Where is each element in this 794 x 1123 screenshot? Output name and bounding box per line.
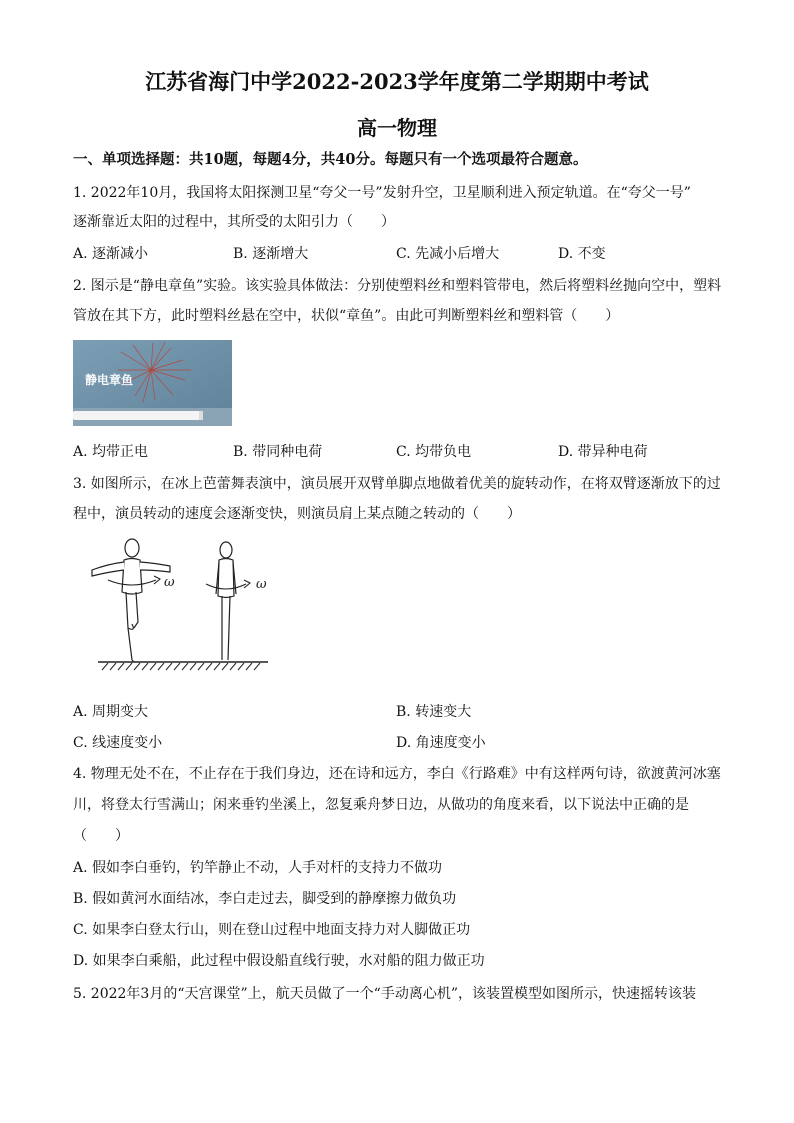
- q4-stem-line2: 川，将登太行雪满山；闲来垂钓坐溪上，忽复乘舟梦日边，从做功的角度来看，以下说法中正确的是: [73, 797, 689, 813]
- q4-option-c: C. 如果李白登太行山，则在登山过程中地面支持力对人脚做正功: [73, 922, 471, 938]
- q3-option-c: C. 线速度变小: [73, 735, 163, 751]
- q1-stem-line1: 1. 2022年10月，我国将太阳探测卫星“夸父一号”发射升空，卫星顺利进入预定轨道。在“夸父一号”: [73, 185, 691, 201]
- q5-stem-line1: 5. 2022年3月的“天宫课堂”上，航天员做了一个“手动离心机”，该装置模型如图所示，快速摇转该装: [73, 986, 696, 1002]
- omega-label-1: ω: [164, 575, 175, 590]
- q2-option-a: A. 均带正电: [73, 444, 149, 460]
- ballet-dancer-figure: [88, 532, 278, 672]
- q1-option-c: C. 先减小后增大: [396, 246, 500, 262]
- q3-stem-line2: 程中，演员转动的速度会逐渐变快，则演员肩上某点随之转动的（ ）: [73, 506, 521, 522]
- q4-option-a: A. 假如李白垂钓，钓竿静止不动，人手对杆的支持力不做功: [73, 860, 443, 876]
- exam-title: 江苏省海门中学2022-2023学年度第二学期期中考试: [145, 69, 649, 94]
- q1-option-d: D. 不变: [558, 246, 606, 262]
- q3-stem-line1: 3. 如图所示，在冰上芭蕾舞表演中，演员展开双臂单脚点地做着优美的旋转动作，在将双臂逐渐放下的过: [73, 476, 721, 492]
- q1-stem-line2: 逐渐靠近太阳的过程中，其所受的太阳引力（ ）: [73, 214, 395, 230]
- photo-caption: 静电章鱼: [85, 373, 134, 387]
- q4-option-b: B. 假如黄河水面结冰，李白走过去，脚受到的静摩擦力做负功: [73, 891, 457, 907]
- omega-label-2: ω: [256, 577, 267, 592]
- q4-stem-line1: 4. 物理无处不在，不止存在于我们身边，还在诗和远方，李白《行路难》中有这样两句诗，欲渡黄河冰塞: [73, 766, 721, 782]
- q3-option-a: A. 周期变大: [73, 704, 149, 720]
- q4-option-d: D. 如果李白乘船，此过程中假设船直线行驶，水对船的阻力做正功: [73, 953, 485, 969]
- q2-option-d: D. 带异种电荷: [558, 444, 648, 460]
- static-octopus-photo: [73, 340, 232, 426]
- q3-option-b: B. 转速变大: [396, 704, 472, 720]
- q1-option-b: B. 逐渐增大: [233, 246, 309, 262]
- q1-option-a: A. 逐渐减小: [73, 246, 149, 262]
- q4-stem-line3: （ ）: [73, 828, 129, 844]
- exam-subject: 高一物理: [357, 116, 437, 140]
- q2-option-c: C. 均带负电: [396, 444, 472, 460]
- q3-option-d: D. 角速度变小: [396, 735, 486, 751]
- section-heading: 一、单项选择题：共10题，每题4分，共40分。每题只有一个选项最符合题意。: [73, 151, 588, 168]
- q2-option-b: B. 带同种电荷: [233, 444, 323, 460]
- q2-stem-line2: 管放在其下方，此时塑料丝悬在空中，状似“章鱼”。由此可判断塑料丝和塑料管（ ）: [73, 308, 620, 324]
- q2-stem-line1: 2. 图示是“静电章鱼”实验。该实验具体做法：分别使塑料丝和塑料管带电，然后将塑料丝抛向空中，塑料: [73, 278, 722, 294]
